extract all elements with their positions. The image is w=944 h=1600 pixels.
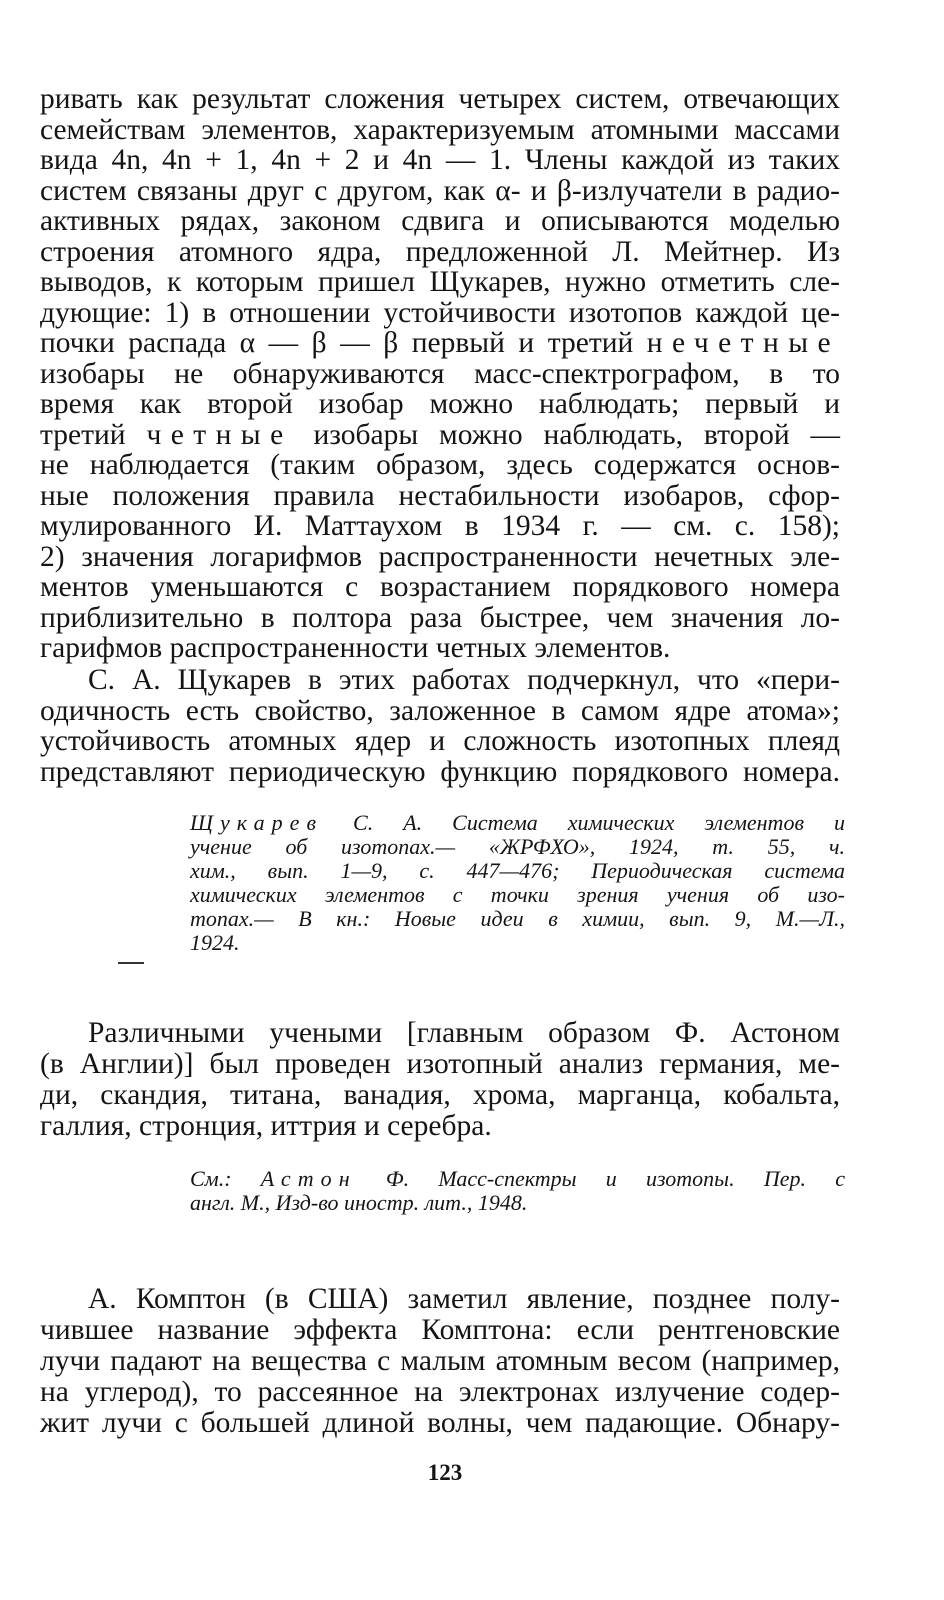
reference-note-line: англ. М., Изд-во иностр. лит., 1948. [190, 1190, 528, 1215]
reference-note-line: 1924. [190, 930, 240, 955]
paragraph-line: семействам элементов, характеризуемым атомными массами [40, 114, 840, 146]
paragraph-line: приблизительно в полтора раза быстрее, чем значения ло- [40, 602, 840, 634]
paragraph-line: галлия, стронция, иттрия и серебра. [40, 1110, 492, 1142]
reference-note-line: топах.— В кн.: Новые идеи в химии, вып. 9, М.—Л., [190, 906, 845, 931]
reference-note-line: См.: Астон Ф. Масс-спектры и изотопы. Пер. с [190, 1166, 845, 1191]
reference-note-line: учение об изотопах.— «ЖРФХО», 1924, т. 55, ч. [190, 834, 845, 859]
paragraph-line: А. Комптон (в США) заметил явление, позднее полу- [88, 1283, 840, 1315]
paragraph-line: ривать как результат сложения четырех систем, отвечающих [40, 83, 840, 115]
reference-note-line: хим., вып. 1—9, с. 447—476; Периодическая система [190, 858, 845, 883]
paragraph-line: выводов, к которым пришел Щукарев, нужно отметить сле- [40, 266, 840, 298]
paragraph-line: Различными учеными [главным образом Ф. Астоном [88, 1017, 840, 1049]
paragraph-line: жит лучи с большей длиной волны, чем падающие. Обнару- [40, 1407, 840, 1439]
paragraph-line: (в Англии)] был проведен изотопный анализ германия, ме- [40, 1048, 840, 1080]
paragraph-line: активных рядах, законом сдвига и описываются моделью [40, 205, 840, 237]
paragraph-line: лучи падают на вещества с малым атомным весом (например, [40, 1345, 840, 1377]
paragraph-line: ные положения правила нестабильности изобаров, сфор- [40, 480, 840, 512]
paragraph-line: строения атомного ядра, предложенной Л. Мейтнер. Из [40, 236, 840, 268]
paragraph-line: ментов уменьшаются с возрастанием порядкового номера [40, 571, 840, 603]
paragraph-line: на углерод), то рассеянное на электронах излучение содер- [40, 1376, 840, 1408]
paragraph-line: С. А. Щукарев в этих работах подчеркнул, что «пери- [88, 664, 840, 696]
paragraph-line: представляют периодическую функцию порядкового номера. [40, 756, 840, 788]
paragraph-line: время как второй изобар можно наблюдать; первый и [40, 388, 840, 420]
paragraph-line: устойчивость атомных ядер и сложность изотопных плеяд [40, 725, 840, 757]
paragraph-line: вида 4n, 4n + 1, 4n + 2 и 4n — 1. Члены каждой из таких [40, 144, 840, 176]
paragraph-line: 2) значения логарифмов распространенности нечетных эле- [40, 541, 840, 573]
paragraph-line: чившее название эффекта Комптона: если рентгеновские [40, 1314, 840, 1346]
paragraph-line: дующие: 1) в отношении устойчивости изотопов каждой це- [40, 297, 840, 329]
paragraph-line: третий четные изобары можно наблюдать, второй — [40, 419, 840, 451]
paragraph-line: почки распада α — β — β первый и третий нечетные [40, 327, 840, 359]
page-number: 123 [427, 1460, 463, 1485]
paragraph-line: систем связаны друг с другом, как α- и β-излучатели в радио- [40, 175, 840, 207]
paragraph-line: изобары не обнаруживаются масс-спектрографом, в то [40, 358, 840, 390]
paragraph-line: гарифмов распространенности четных элементов. [40, 632, 671, 664]
paragraph-line: не наблюдается (таким образом, здесь содержатся основ- [40, 449, 840, 481]
margin-dash-mark [118, 962, 144, 964]
reference-note-line: химических элементов с точки зрения учения об изо- [190, 882, 845, 907]
paragraph-line: одичность есть свойство, заложенное в самом ядре атома»; [40, 695, 840, 727]
paragraph-line: мулированного И. Маттаухом в 1934 г. — см. с. 158); [40, 510, 840, 542]
reference-note-line: Щукарев С. А. Система химических элементов и [190, 810, 845, 835]
paragraph-line: ди, скандия, титана, ванадия, хрома, марганца, кобальта, [40, 1079, 840, 1111]
